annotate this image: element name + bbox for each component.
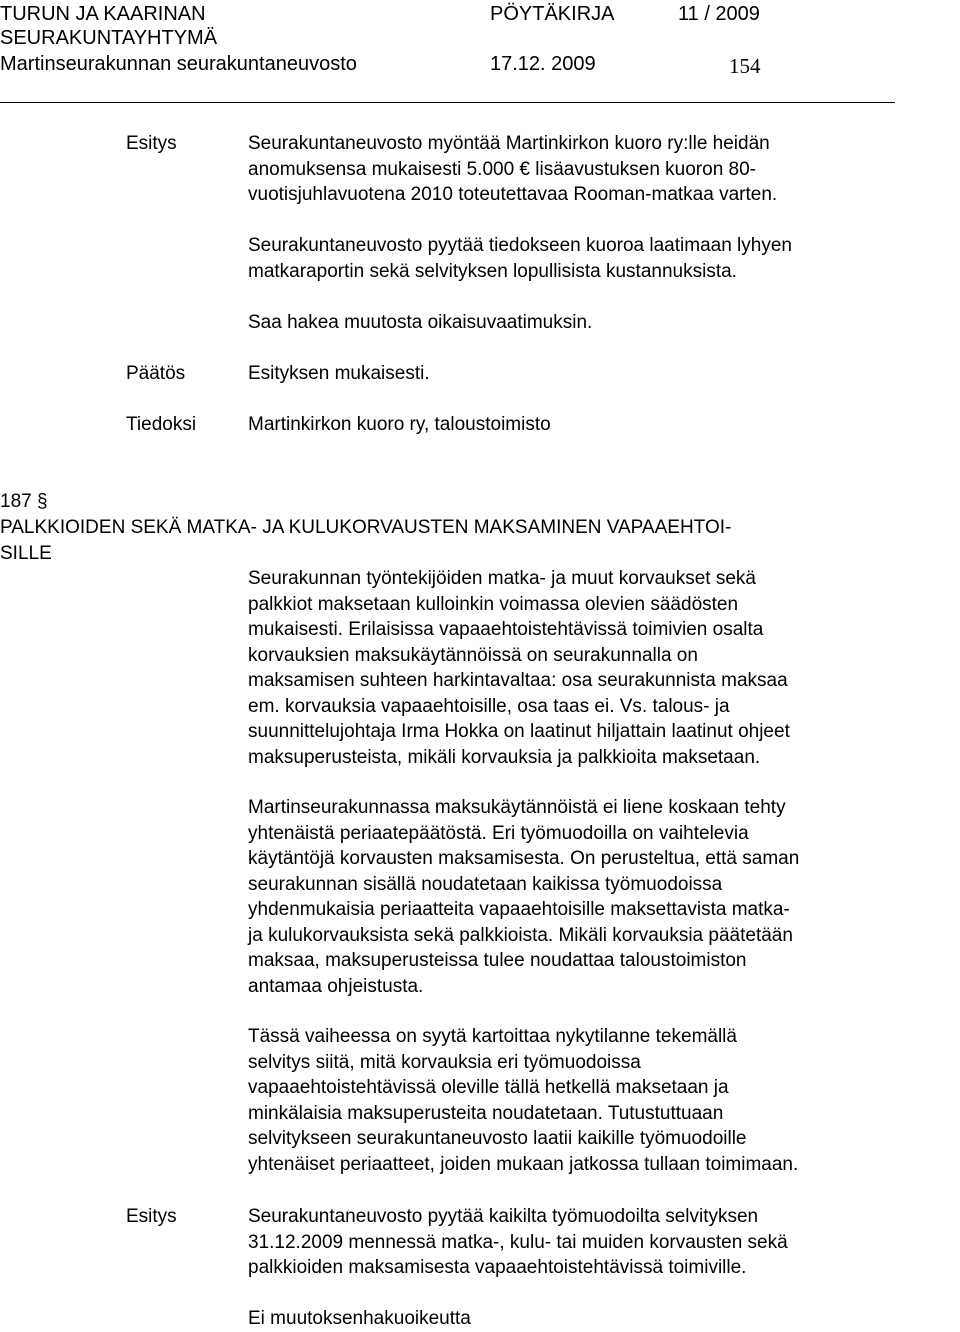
text-line: yhtenäiset periaatteet, joiden mukaan jatkossa tullaan toimimaan.	[248, 1153, 799, 1175]
esitys-label: Esitys	[126, 133, 177, 154]
organization-name: TURUN JA KAARINAN	[0, 3, 206, 25]
text-line: ja kulukorvauksista sekä palkkioista. Mikäli korvauksia päätetään	[248, 924, 793, 946]
header-divider	[0, 102, 895, 103]
text-line: matkaraportin sekä selvityksen lopullisista kustannuksista.	[248, 260, 737, 282]
esitys-paragraph	[248, 233, 792, 284]
text-line: käytäntöjä korvausten maksamisesta. On perusteltua, että saman	[248, 848, 800, 869]
text-line: Seurakuntaneuvosto pyytää tiedokseen kuoroa laatimaan lyhyen	[248, 235, 792, 256]
text-line: Seurakuntaneuvosto myöntää Martinkirkon kuoro ry:lle heidän	[248, 133, 770, 154]
text-line: suunnittelujohtaja Irma Hokka on laatinut hiljattain laatinut ohjeet	[248, 721, 790, 742]
text-line: selvitys siitä, mitä korvauksia eri työmuodoissa	[248, 1051, 641, 1073]
tiedoksi-text: Martinkirkon kuoro ry, taloustoimisto	[248, 414, 551, 435]
council-name: Martinseurakunnan seurakuntaneuvosto	[0, 53, 357, 75]
no-appeal-note: Ei muutoksenhakuoikeutta	[248, 1308, 471, 1329]
paatos-label: Päätös	[126, 363, 186, 384]
title-line: SILLE	[0, 542, 52, 564]
text-line: Martinseurakunnassa maksukäytännöistä ei liene koskaan tehty	[248, 797, 786, 818]
text-line: yhtenäistä periaatepäätöstä. Eri työmuodoilla on vaihtelevia	[248, 822, 749, 844]
text-line: vuotisjuhlavuotena 2010 toteutettavaa Rooman-matkaa varten.	[248, 184, 778, 205]
text-line: maksamisen suhteen harkintavaltaa: osa seurakunnista maksaa	[248, 670, 788, 691]
text-line: selvitykseen seurakuntaneuvosto laatii kaikille työmuodoille	[248, 1128, 747, 1149]
text-line: em. korvauksia vapaaehtoisille, osa taas ei. Vs. talous- ja	[248, 695, 730, 717]
section-title	[0, 515, 731, 566]
organization-subname: SEURAKUNTAYHTYMÄ	[0, 27, 218, 49]
section-paragraph	[248, 795, 799, 999]
text-line: yhdenmukaisia periaatteita vapaaehtoisille maksettavista matka-	[248, 899, 790, 920]
text-line: seurakunnan sisällä noudatetaan kaikissa työmuodoissa	[248, 873, 723, 895]
section-paragraph	[248, 566, 790, 770]
meeting-date: 17.12. 2009	[490, 53, 596, 75]
section-number: 187 §	[0, 491, 48, 512]
text-line: 31.12.2009 mennessä matka-, kulu- tai muiden korvausten sekä	[248, 1231, 788, 1253]
appeal-note: Saa hakea muutosta oikaisuvaatimuksin.	[248, 312, 593, 333]
section-paragraph	[248, 1024, 798, 1177]
text-line: Tässä vaiheessa on syytä kartoittaa nykytilanne tekemällä	[248, 1026, 737, 1047]
text-line: Seurakunnan työntekijöiden matka- ja muut korvaukset sekä	[248, 568, 756, 589]
text-line: minkälaisia maksuperusteita noudatetaan. Tutustuttuaan	[248, 1102, 724, 1124]
text-line: antamaa ohjeistusta.	[248, 975, 424, 997]
text-line: maksuperusteista, mikäli korvauksia ja palkkioita maksetaan.	[248, 746, 761, 768]
text-line: palkkiot maksetaan kulloinkin voimassa olevien säädösten	[248, 593, 739, 615]
document-type: PÖYTÄKIRJA	[490, 3, 615, 25]
text-line: korvauksien maksukäytännöissä on seurakunnalla on	[248, 644, 698, 666]
text-line: vapaaehtoistehtävissä oleville tällä hetkellä maksetaan ja	[248, 1077, 729, 1098]
esitys-label: Esitys	[126, 1206, 177, 1227]
title-line: PALKKIOIDEN SEKÄ MATKA- JA KULUKORVAUSTEN MAKSAMINEN VAPAAEHTOI-	[0, 517, 732, 538]
text-line: Seurakuntaneuvosto pyytää kaikilta työmuodoilta selvityksen	[248, 1206, 759, 1227]
text-line: maksaa, maksuperusteissa tulee noudattaa taloustoimiston	[248, 950, 747, 971]
document-number: 11 / 2009	[678, 3, 760, 25]
paatos-text: Esityksen mukaisesti.	[248, 363, 430, 384]
tiedoksi-label: Tiedoksi	[126, 414, 197, 435]
text-line: anomuksensa mukaisesti 5.000 € lisäavustuksen kuoron 80-	[248, 158, 757, 180]
text-line: mukaisesti. Erilaisissa vapaaehtoistehtävissä toimivien osalta	[248, 619, 764, 640]
page-number: 154	[729, 54, 761, 78]
esitys-paragraph	[248, 1204, 788, 1281]
esitys-paragraph	[248, 131, 777, 208]
text-line: palkkioiden maksamisesta vapaaehtoistehtävissä toimiville.	[248, 1257, 747, 1278]
